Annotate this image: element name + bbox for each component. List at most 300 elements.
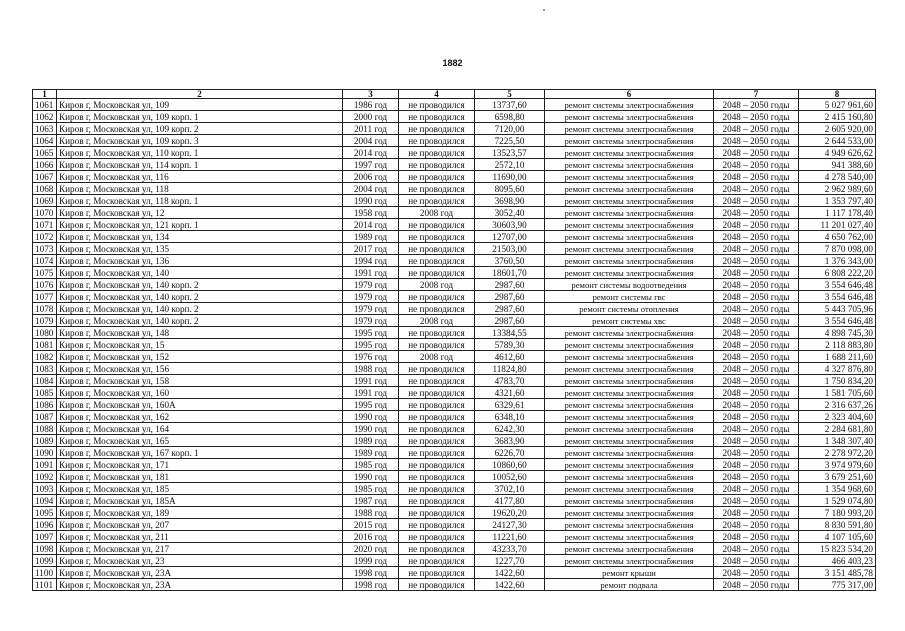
cost-cell: 2 284 681,80 xyxy=(799,423,876,435)
table-row xyxy=(33,171,876,183)
planned-period-cell: 2048 – 2050 годы xyxy=(714,471,799,483)
build-year-cell: 2016 год xyxy=(343,531,399,543)
build-year-cell: 2004 год xyxy=(343,183,399,195)
address-cell: Киров г, Московская ул, 189 xyxy=(57,507,343,519)
cost-cell: 1 376 343,00 xyxy=(799,255,876,267)
cost-cell: 2 323 404,60 xyxy=(799,411,876,423)
work-type-cell: ремонт системы электроснабжения xyxy=(545,207,714,219)
area-cell: 6348,10 xyxy=(475,411,545,423)
address-cell: Киров г, Московская ул, 23А xyxy=(57,579,343,591)
row-number-cell: 1100 xyxy=(33,567,57,579)
row-number-cell: 1095 xyxy=(33,507,57,519)
table-row xyxy=(33,459,876,471)
work-type-cell: ремонт системы электроснабжения xyxy=(545,375,714,387)
cost-cell: 1 750 834,20 xyxy=(799,375,876,387)
address-cell: Киров г, Московская ул, 148 xyxy=(57,327,343,339)
address-cell: Киров г, Московская ул, 140 корп. 2 xyxy=(57,291,343,303)
last-repair-year-cell: не проводился xyxy=(399,519,475,531)
row-number-cell: 1062 xyxy=(33,111,57,123)
build-year-cell: 1990 год xyxy=(343,195,399,207)
row-number-cell: 1071 xyxy=(33,219,57,231)
table-body xyxy=(33,99,876,591)
address-cell: Киров г, Московская ул, 23А xyxy=(57,567,343,579)
build-year-cell: 1999 год xyxy=(343,555,399,567)
build-year-cell: 1979 год xyxy=(343,279,399,291)
area-cell: 7225,50 xyxy=(475,135,545,147)
table-row xyxy=(33,195,876,207)
area-cell: 4177,80 xyxy=(475,495,545,507)
planned-period-cell: 2048 – 2050 годы xyxy=(714,327,799,339)
last-repair-year-cell: не проводился xyxy=(399,243,475,255)
cost-cell: 4 650 762,00 xyxy=(799,231,876,243)
area-cell: 1422,60 xyxy=(475,567,545,579)
work-type-cell: ремонт системы электроснабжения xyxy=(545,231,714,243)
last-repair-year-cell: не проводился xyxy=(399,387,475,399)
work-type-cell: ремонт системы электроснабжения xyxy=(545,363,714,375)
build-year-cell: 2014 год xyxy=(343,147,399,159)
address-cell: Киров г, Московская ул, 165 xyxy=(57,435,343,447)
area-cell: 21503,00 xyxy=(475,243,545,255)
work-type-cell: ремонт системы электроснабжения xyxy=(545,111,714,123)
build-year-cell: 1994 год xyxy=(343,255,399,267)
cost-cell: 1 354 968,60 xyxy=(799,483,876,495)
row-number-cell: 1094 xyxy=(33,495,57,507)
row-number-cell: 1067 xyxy=(33,171,57,183)
row-number-cell: 1083 xyxy=(33,363,57,375)
work-type-cell: ремонт системы гвс xyxy=(545,291,714,303)
table-row xyxy=(33,111,876,123)
last-repair-year-cell: не проводился xyxy=(399,171,475,183)
table-row xyxy=(33,159,876,171)
table-row xyxy=(33,447,876,459)
table-row xyxy=(33,291,876,303)
work-type-cell: ремонт системы электроснабжения xyxy=(545,243,714,255)
scan-speck xyxy=(543,9,545,11)
table-row xyxy=(33,183,876,195)
area-cell: 13523,57 xyxy=(475,147,545,159)
build-year-cell: 1998 год xyxy=(343,567,399,579)
work-type-cell: ремонт системы электроснабжения xyxy=(545,387,714,399)
area-cell: 6242,30 xyxy=(475,423,545,435)
area-cell: 18601,70 xyxy=(475,267,545,279)
work-type-cell: ремонт системы электроснабжения xyxy=(545,339,714,351)
repair-schedule-table xyxy=(32,89,876,591)
table-row xyxy=(33,99,876,111)
work-type-cell: ремонт системы электроснабжения xyxy=(545,423,714,435)
work-type-cell: ремонт системы электроснабжения xyxy=(545,471,714,483)
work-type-cell: ремонт системы электроснабжения xyxy=(545,171,714,183)
table-row xyxy=(33,507,876,519)
area-cell: 11221,60 xyxy=(475,531,545,543)
work-type-cell: ремонт системы электроснабжения xyxy=(545,327,714,339)
last-repair-year-cell: не проводился xyxy=(399,147,475,159)
row-number-cell: 1084 xyxy=(33,375,57,387)
page-number: 1882 xyxy=(442,58,463,68)
build-year-cell: 1995 год xyxy=(343,339,399,351)
cost-cell: 1 117 178,40 xyxy=(799,207,876,219)
area-cell: 2987,60 xyxy=(475,303,545,315)
cost-cell: 3 554 646,48 xyxy=(799,315,876,327)
work-type-cell: ремонт системы электроснабжения xyxy=(545,195,714,207)
table-row xyxy=(33,243,876,255)
address-cell: Киров г, Московская ул, 181 xyxy=(57,471,343,483)
last-repair-year-cell: не проводился xyxy=(399,339,475,351)
last-repair-year-cell: не проводился xyxy=(399,411,475,423)
area-cell: 30603,90 xyxy=(475,219,545,231)
cost-cell: 2 415 160,80 xyxy=(799,111,876,123)
address-cell: Киров г, Московская ул, 23 xyxy=(57,555,343,567)
planned-period-cell: 2048 – 2050 годы xyxy=(714,279,799,291)
work-type-cell: ремонт системы электроснабжения xyxy=(545,255,714,267)
planned-period-cell: 2048 – 2050 годы xyxy=(714,375,799,387)
table-row xyxy=(33,207,876,219)
table-row xyxy=(33,471,876,483)
work-type-cell: ремонт системы электроснабжения xyxy=(545,399,714,411)
address-cell: Киров г, Московская ул, 118 корп. 1 xyxy=(57,195,343,207)
row-number-cell: 1061 xyxy=(33,99,57,111)
area-cell: 4783,70 xyxy=(475,375,545,387)
cost-cell: 775 317,00 xyxy=(799,579,876,591)
table-row xyxy=(33,423,876,435)
work-type-cell: ремонт системы электроснабжения xyxy=(545,219,714,231)
planned-period-cell: 2048 – 2050 годы xyxy=(714,495,799,507)
planned-period-cell: 2048 – 2050 годы xyxy=(714,543,799,555)
address-cell: Киров г, Московская ул, 116 xyxy=(57,171,343,183)
planned-period-cell: 2048 – 2050 годы xyxy=(714,195,799,207)
area-cell: 1227,70 xyxy=(475,555,545,567)
area-cell: 2987,60 xyxy=(475,291,545,303)
area-cell: 1422,60 xyxy=(475,579,545,591)
table-row xyxy=(33,411,876,423)
build-year-cell: 1988 год xyxy=(343,363,399,375)
cost-cell: 1 353 797,40 xyxy=(799,195,876,207)
address-cell: Киров г, Московская ул, 109 xyxy=(57,99,343,111)
address-cell: Киров г, Московская ул, 185А xyxy=(57,495,343,507)
build-year-cell: 1989 год xyxy=(343,231,399,243)
last-repair-year-cell: не проводился xyxy=(399,327,475,339)
planned-period-cell: 2048 – 2050 годы xyxy=(714,363,799,375)
table-row xyxy=(33,399,876,411)
header-col-8: 8 xyxy=(799,90,876,99)
last-repair-year-cell: не проводился xyxy=(399,435,475,447)
row-number-cell: 1089 xyxy=(33,435,57,447)
cost-cell: 3 974 979,60 xyxy=(799,459,876,471)
address-cell: Киров г, Московская ул, 134 xyxy=(57,231,343,243)
table-row xyxy=(33,579,876,591)
address-cell: Киров г, Московская ул, 171 xyxy=(57,459,343,471)
planned-period-cell: 2048 – 2050 годы xyxy=(714,567,799,579)
table-row xyxy=(33,531,876,543)
area-cell: 3698,90 xyxy=(475,195,545,207)
last-repair-year-cell: не проводился xyxy=(399,507,475,519)
planned-period-cell: 2048 – 2050 годы xyxy=(714,207,799,219)
table-row xyxy=(33,255,876,267)
last-repair-year-cell: не проводился xyxy=(399,567,475,579)
header-col-3: 3 xyxy=(343,90,399,99)
planned-period-cell: 2048 – 2050 годы xyxy=(714,459,799,471)
area-cell: 10052,60 xyxy=(475,471,545,483)
last-repair-year-cell: 2008 год xyxy=(399,279,475,291)
last-repair-year-cell: не проводился xyxy=(399,123,475,135)
area-cell: 10860,60 xyxy=(475,459,545,471)
build-year-cell: 1990 год xyxy=(343,471,399,483)
work-type-cell: ремонт подвала xyxy=(545,579,714,591)
planned-period-cell: 2048 – 2050 годы xyxy=(714,231,799,243)
area-cell: 11824,80 xyxy=(475,363,545,375)
planned-period-cell: 2048 – 2050 годы xyxy=(714,387,799,399)
build-year-cell: 2017 год xyxy=(343,243,399,255)
build-year-cell: 1958 год xyxy=(343,207,399,219)
address-cell: Киров г, Московская ул, 156 xyxy=(57,363,343,375)
build-year-cell: 1990 год xyxy=(343,411,399,423)
area-cell: 3760,50 xyxy=(475,255,545,267)
build-year-cell: 1997 год xyxy=(343,159,399,171)
row-number-cell: 1082 xyxy=(33,351,57,363)
cost-cell: 466 403,23 xyxy=(799,555,876,567)
cost-cell: 7 870 098,00 xyxy=(799,243,876,255)
planned-period-cell: 2048 – 2050 годы xyxy=(714,447,799,459)
area-cell: 3052,40 xyxy=(475,207,545,219)
planned-period-cell: 2048 – 2050 годы xyxy=(714,123,799,135)
last-repair-year-cell: не проводился xyxy=(399,99,475,111)
address-cell: Киров г, Московская ул, 12 xyxy=(57,207,343,219)
last-repair-year-cell: не проводился xyxy=(399,423,475,435)
last-repair-year-cell: не проводился xyxy=(399,363,475,375)
table-row xyxy=(33,267,876,279)
row-number-cell: 1079 xyxy=(33,315,57,327)
table-row xyxy=(33,519,876,531)
address-cell: Киров г, Московская ул, 217 xyxy=(57,543,343,555)
work-type-cell: ремонт системы электроснабжения xyxy=(545,99,714,111)
area-cell: 6226,70 xyxy=(475,447,545,459)
last-repair-year-cell: 2008 год xyxy=(399,315,475,327)
planned-period-cell: 2048 – 2050 годы xyxy=(714,531,799,543)
area-cell: 8095,60 xyxy=(475,183,545,195)
build-year-cell: 1991 год xyxy=(343,375,399,387)
work-type-cell: ремонт системы электроснабжения xyxy=(545,159,714,171)
work-type-cell: ремонт системы хвс xyxy=(545,315,714,327)
address-cell: Киров г, Московская ул, 135 xyxy=(57,243,343,255)
last-repair-year-cell: не проводился xyxy=(399,483,475,495)
cost-cell: 2 644 533,00 xyxy=(799,135,876,147)
cost-cell: 4 107 105,60 xyxy=(799,531,876,543)
cost-cell: 1 348 307,40 xyxy=(799,435,876,447)
work-type-cell: ремонт системы электроснабжения xyxy=(545,447,714,459)
address-cell: Киров г, Московская ул, 140 корп. 2 xyxy=(57,303,343,315)
build-year-cell: 1989 год xyxy=(343,435,399,447)
row-number-cell: 1068 xyxy=(33,183,57,195)
work-type-cell: ремонт системы электроснабжения xyxy=(545,519,714,531)
planned-period-cell: 2048 – 2050 годы xyxy=(714,339,799,351)
header-col-6: 6 xyxy=(545,90,714,99)
planned-period-cell: 2048 – 2050 годы xyxy=(714,243,799,255)
area-cell: 4612,60 xyxy=(475,351,545,363)
header-col-2: 2 xyxy=(57,90,343,99)
table-row xyxy=(33,375,876,387)
cost-cell: 2 605 920,00 xyxy=(799,123,876,135)
build-year-cell: 2014 год xyxy=(343,219,399,231)
last-repair-year-cell: 2008 год xyxy=(399,207,475,219)
area-cell: 24127,30 xyxy=(475,519,545,531)
planned-period-cell: 2048 – 2050 годы xyxy=(714,135,799,147)
last-repair-year-cell: не проводился xyxy=(399,579,475,591)
area-cell: 7120,00 xyxy=(475,123,545,135)
build-year-cell: 1986 год xyxy=(343,99,399,111)
row-number-cell: 1077 xyxy=(33,291,57,303)
area-cell: 3683,90 xyxy=(475,435,545,447)
row-number-cell: 1081 xyxy=(33,339,57,351)
table-row xyxy=(33,387,876,399)
table-row xyxy=(33,567,876,579)
cost-cell: 2 962 989,60 xyxy=(799,183,876,195)
row-number-cell: 1092 xyxy=(33,471,57,483)
address-cell: Киров г, Московская ул, 109 корп. 1 xyxy=(57,111,343,123)
last-repair-year-cell: не проводился xyxy=(399,291,475,303)
cost-cell: 4 327 876,80 xyxy=(799,363,876,375)
row-number-cell: 1073 xyxy=(33,243,57,255)
cost-cell: 11 201 027,40 xyxy=(799,219,876,231)
header-row xyxy=(33,90,876,99)
build-year-cell: 2015 год xyxy=(343,519,399,531)
cost-cell: 4 949 626,62 xyxy=(799,147,876,159)
address-cell: Киров г, Московская ул, 15 xyxy=(57,339,343,351)
table-row xyxy=(33,339,876,351)
build-year-cell: 1985 год xyxy=(343,459,399,471)
row-number-cell: 1074 xyxy=(33,255,57,267)
planned-period-cell: 2048 – 2050 годы xyxy=(714,351,799,363)
last-repair-year-cell: не проводился xyxy=(399,459,475,471)
address-cell: Киров г, Московская ул, 211 xyxy=(57,531,343,543)
build-year-cell: 1979 год xyxy=(343,291,399,303)
area-cell: 2987,60 xyxy=(475,315,545,327)
planned-period-cell: 2048 – 2050 годы xyxy=(714,147,799,159)
area-cell: 11690,00 xyxy=(475,171,545,183)
cost-cell: 1 581 705,60 xyxy=(799,387,876,399)
row-number-cell: 1091 xyxy=(33,459,57,471)
address-cell: Киров г, Московская ул, 114 корп. 1 xyxy=(57,159,343,171)
build-year-cell: 2020 год xyxy=(343,543,399,555)
planned-period-cell: 2048 – 2050 годы xyxy=(714,303,799,315)
header-col-7: 7 xyxy=(714,90,799,99)
address-cell: Киров г, Московская ул, 164 xyxy=(57,423,343,435)
work-type-cell: ремонт системы электроснабжения xyxy=(545,531,714,543)
address-cell: Киров г, Московская ул, 158 xyxy=(57,375,343,387)
last-repair-year-cell: не проводился xyxy=(399,255,475,267)
build-year-cell: 1995 год xyxy=(343,327,399,339)
cost-cell: 3 554 646,48 xyxy=(799,279,876,291)
area-cell: 43233,70 xyxy=(475,543,545,555)
last-repair-year-cell: не проводился xyxy=(399,471,475,483)
area-cell: 5789,30 xyxy=(475,339,545,351)
row-number-cell: 1065 xyxy=(33,147,57,159)
work-type-cell: ремонт системы электроснабжения xyxy=(545,483,714,495)
planned-period-cell: 2048 – 2050 годы xyxy=(714,411,799,423)
cost-cell: 2 316 637,26 xyxy=(799,399,876,411)
row-number-cell: 1080 xyxy=(33,327,57,339)
row-number-cell: 1072 xyxy=(33,231,57,243)
last-repair-year-cell: не проводился xyxy=(399,303,475,315)
work-type-cell: ремонт системы электроснабжения xyxy=(545,495,714,507)
row-number-cell: 1066 xyxy=(33,159,57,171)
table-row xyxy=(33,543,876,555)
planned-period-cell: 2048 – 2050 годы xyxy=(714,99,799,111)
planned-period-cell: 2048 – 2050 годы xyxy=(714,555,799,567)
work-type-cell: ремонт системы электроснабжения xyxy=(545,267,714,279)
planned-period-cell: 2048 – 2050 годы xyxy=(714,111,799,123)
row-number-cell: 1088 xyxy=(33,423,57,435)
address-cell: Киров г, Московская ул, 136 xyxy=(57,255,343,267)
planned-period-cell: 2048 – 2050 годы xyxy=(714,171,799,183)
table-row xyxy=(33,327,876,339)
address-cell: Киров г, Московская ул, 207 xyxy=(57,519,343,531)
planned-period-cell: 2048 – 2050 годы xyxy=(714,315,799,327)
row-number-cell: 1098 xyxy=(33,543,57,555)
cost-cell: 5 443 705,96 xyxy=(799,303,876,315)
build-year-cell: 1990 год xyxy=(343,423,399,435)
table-row xyxy=(33,435,876,447)
planned-period-cell: 2048 – 2050 годы xyxy=(714,291,799,303)
table-row xyxy=(33,315,876,327)
row-number-cell: 1101 xyxy=(33,579,57,591)
planned-period-cell: 2048 – 2050 годы xyxy=(714,483,799,495)
row-number-cell: 1063 xyxy=(33,123,57,135)
table-row xyxy=(33,303,876,315)
table-row xyxy=(33,483,876,495)
build-year-cell: 2000 год xyxy=(343,111,399,123)
table-row xyxy=(33,351,876,363)
cost-cell: 3 151 485,78 xyxy=(799,567,876,579)
address-cell: Киров г, Московская ул, 110 корп. 1 xyxy=(57,147,343,159)
last-repair-year-cell: не проводился xyxy=(399,543,475,555)
last-repair-year-cell: не проводился xyxy=(399,555,475,567)
address-cell: Киров г, Московская ул, 160 xyxy=(57,387,343,399)
address-cell: Киров г, Московская ул, 162 xyxy=(57,411,343,423)
work-type-cell: ремонт системы электроснабжения xyxy=(545,555,714,567)
cost-cell: 3 554 646,48 xyxy=(799,291,876,303)
address-cell: Киров г, Московская ул, 185 xyxy=(57,483,343,495)
last-repair-year-cell: не проводился xyxy=(399,495,475,507)
area-cell: 19620,20 xyxy=(475,507,545,519)
row-number-cell: 1069 xyxy=(33,195,57,207)
cost-cell: 6 808 222,20 xyxy=(799,267,876,279)
row-number-cell: 1085 xyxy=(33,387,57,399)
area-cell: 12707,00 xyxy=(475,231,545,243)
address-cell: Киров г, Московская ул, 167 корп. 1 xyxy=(57,447,343,459)
build-year-cell: 1991 год xyxy=(343,387,399,399)
planned-period-cell: 2048 – 2050 годы xyxy=(714,435,799,447)
address-cell: Киров г, Московская ул, 152 xyxy=(57,351,343,363)
table-row xyxy=(33,363,876,375)
planned-period-cell: 2048 – 2050 годы xyxy=(714,183,799,195)
address-cell: Киров г, Московская ул, 118 xyxy=(57,183,343,195)
last-repair-year-cell: 2008 год xyxy=(399,351,475,363)
table-row xyxy=(33,231,876,243)
cost-cell: 4 278 540,00 xyxy=(799,171,876,183)
work-type-cell: ремонт системы электроснабжения xyxy=(545,147,714,159)
work-type-cell: ремонт системы электроснабжения xyxy=(545,411,714,423)
area-cell: 3702,10 xyxy=(475,483,545,495)
planned-period-cell: 2048 – 2050 годы xyxy=(714,159,799,171)
build-year-cell: 1979 год xyxy=(343,303,399,315)
last-repair-year-cell: не проводился xyxy=(399,195,475,207)
area-cell: 6329,61 xyxy=(475,399,545,411)
last-repair-year-cell: не проводился xyxy=(399,111,475,123)
last-repair-year-cell: не проводился xyxy=(399,267,475,279)
planned-period-cell: 2048 – 2050 годы xyxy=(714,507,799,519)
table-row xyxy=(33,555,876,567)
work-type-cell: ремонт системы электроснабжения xyxy=(545,507,714,519)
area-cell: 4321,60 xyxy=(475,387,545,399)
